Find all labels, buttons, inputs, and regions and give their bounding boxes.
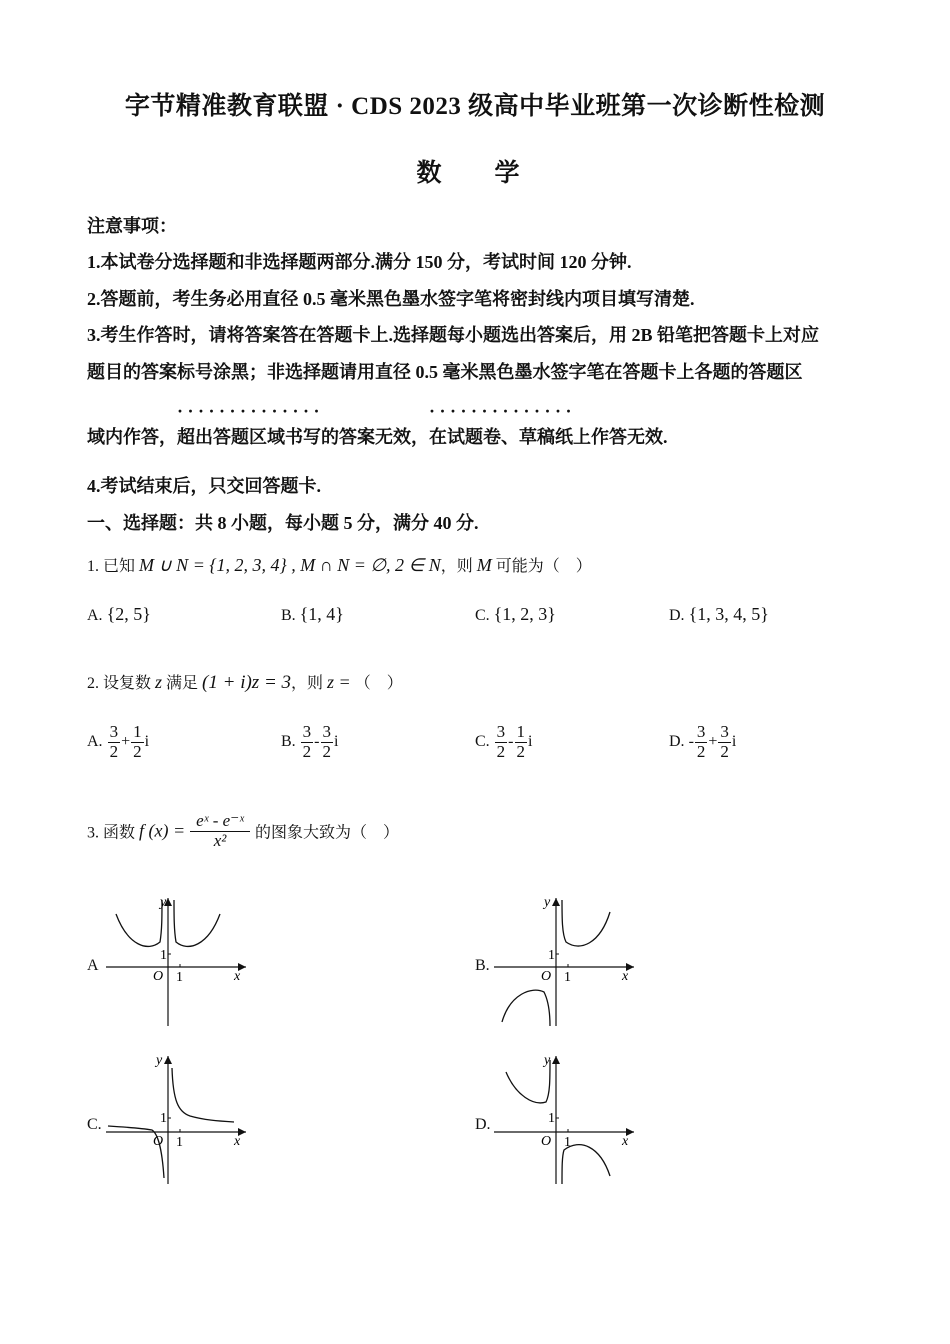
question-1: 1. 已知 M ∪ N = {1, 2, 3, 4} , M ∩ N = ∅, 2 ∈ N，则 M 可能为（ ）	[87, 555, 592, 575]
q1-option-b[interactable]: B. {1, 4}	[281, 604, 344, 624]
q1-condition: M ∪ N = {1, 2, 3, 4} , M ∩ N = ∅, 2 ∈ N	[139, 555, 441, 575]
svg-text:1: 1	[160, 1111, 167, 1126]
svg-text:y: y	[544, 1053, 551, 1068]
svg-text:1: 1	[548, 948, 555, 963]
subject-title: 数 学	[416, 160, 534, 187]
svg-text:1: 1	[564, 970, 571, 985]
svg-text:x: x	[234, 1134, 241, 1149]
question-2: 2. 设复数 z 满足 (1 + i)z = 3，则 z = （ ）	[87, 672, 403, 693]
graph-b[interactable]	[488, 890, 648, 1030]
graph-a-label[interactable]: A	[87, 957, 99, 974]
q2-option-a[interactable]: A. $\frac{3}{2}$ + $\frac{1}{2}$ i	[87, 722, 150, 761]
svg-text:1: 1	[564, 1135, 571, 1150]
q1-variable: M	[476, 555, 492, 575]
svg-text:O: O	[541, 969, 552, 984]
graph-c-label[interactable]: C.	[87, 1116, 102, 1133]
q1-option-d[interactable]: D. {1, 3, 4, 5}	[669, 604, 769, 624]
svg-text:1: 1	[176, 970, 183, 985]
svg-text:1: 1	[548, 1111, 555, 1126]
notice-item-3-line2: 题目的答案标号涂黑；非选择题请用直径 0.5 毫米黑色墨水签字笔在答题卡上各题的答题区	[87, 362, 803, 382]
graph-c[interactable]	[100, 1048, 260, 1188]
emphasized-text: · · · · · · · · · · · · · · 在试题卷、草稿纸上作答无效	[429, 401, 663, 447]
svg-text:O: O	[153, 1134, 164, 1149]
notice-item-1: 1.本试卷分选择题和非选择题两部分.满分 150 分，考试时间 120 分钟.	[87, 252, 632, 272]
svg-text:1: 1	[176, 1135, 183, 1150]
notice-heading: 注意事项：	[87, 216, 177, 236]
notice-item-3-line3: 域内作答， · · · · · · · · · · · · · · 超出答题区域书写的答案无效， · · · · · · · · · · · · · · 在试题卷、草稿纸上作答无效.	[87, 401, 668, 447]
svg-text:O: O	[541, 1134, 552, 1149]
notice-text: 域内作答，	[87, 427, 177, 447]
section-heading: 一、选择题：共 8 小题，每小题 5 分，满分 40 分.	[87, 513, 479, 533]
notice-item-4: 4.考试结束后，只交回答题卡.	[87, 476, 321, 496]
q2-condition: (1 + i)z = 3	[202, 672, 292, 693]
graph-d-label[interactable]: D.	[475, 1116, 491, 1133]
graph-a[interactable]	[100, 890, 260, 1030]
svg-text:y: y	[156, 1053, 163, 1068]
emphasis-dots: · · · · · · · · · · · · · ·	[429, 401, 572, 421]
exam-title: 字节精准教育联盟 · CDS 2023 级高中毕业班第一次诊断性检测	[124, 93, 826, 120]
notice-item-3-line1: 3.考生作答时，请将答案答在答题卡上.选择题每小题选出答案后，用 2B 铅笔把答题卡上对应	[87, 325, 820, 345]
emphasized-text: · · · · · · · · · · · · · · 超出答题区域书写的答案无效	[177, 401, 411, 447]
q2-option-c[interactable]: C. $\frac{3}{2}$ - $\frac{1}{2}$ i	[475, 722, 533, 761]
graph-b-label[interactable]: B.	[475, 957, 490, 974]
q2-option-b[interactable]: B. $\frac{3}{2}$ - $\frac{3}{2}$ i	[281, 722, 339, 761]
svg-text:x: x	[234, 969, 241, 984]
graph-d[interactable]	[488, 1048, 648, 1188]
notice-item-2: 2.答题前，考生务必用直径 0.5 毫米黑色墨水签字笔将密封线内项目填写清楚.	[87, 289, 695, 309]
q2-option-d[interactable]: D. - $\frac{3}{2}$ + $\frac{3}{2}$ i	[669, 722, 737, 761]
svg-text:1: 1	[160, 948, 167, 963]
q1-option-a[interactable]: A. {2, 5}	[87, 604, 151, 624]
q1-option-c[interactable]: C. {1, 2, 3}	[475, 604, 556, 624]
svg-text:x: x	[622, 969, 629, 984]
svg-text:y: y	[160, 895, 167, 910]
svg-text:y: y	[544, 895, 551, 910]
svg-text:O: O	[153, 969, 164, 984]
question-3: 3. 函数 f (x) = $\frac{\text{eˣ - e⁻ˣ}}{\text{x²}}$ 的图象大致为（ ）	[87, 811, 399, 850]
emphasis-dots: · · · · · · · · · · · · · ·	[177, 401, 320, 421]
svg-text:x: x	[622, 1134, 629, 1149]
